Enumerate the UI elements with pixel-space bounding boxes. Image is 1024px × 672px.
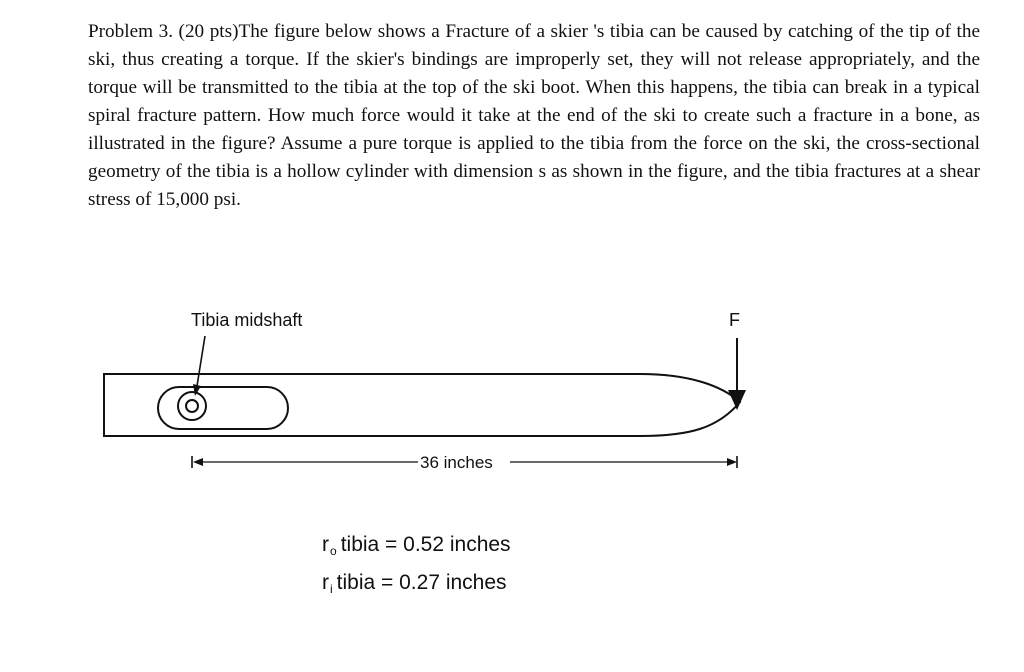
outer-radius-text: tibia = 0.52 inches	[340, 533, 511, 556]
force-arrowhead	[728, 390, 746, 410]
tibia-leader-line	[197, 336, 205, 386]
outer-radius-line	[322, 529, 511, 567]
outer-radius-symbol: r	[322, 533, 329, 556]
inner-radius-subscript: i	[330, 582, 333, 596]
outer-radius-subscript: o	[330, 544, 337, 558]
dimension-arrow-right	[727, 458, 737, 466]
ski-outline	[104, 374, 740, 436]
problem-statement: Problem 3. (20 pts)The figure below shows a Fracture of a skier 's tibia can be caused by catching of the tip of the ski, thus creating a torque. If the skier's bindings are improperly set, they will not release appropriately, and the torque will be transmitted to the tibia at the top of the ski boot. When this happens, the tibia can break in a typical spiral fracture pattern. How much force would it take at the end of the ski to create such a fracture in a bone, as illustrated in the figure? Assume a pure torque is applied to the tibia from the force on the ski, the cross-sectional geometry of the tibia is a hollow cylinder with dimension s as shown in the figure, and the tibia fractures at a shear stress of 15,000 psi.	[88, 21, 980, 210]
tibia-inner-circle	[186, 400, 198, 412]
dimension-label: 36 inches	[420, 453, 493, 472]
inner-radius-text: tibia = 0.27 inches	[336, 571, 507, 594]
inner-radius-line	[322, 567, 511, 605]
inner-radius-symbol: r	[322, 571, 329, 594]
force-label: F	[729, 310, 740, 330]
tibia-midshaft-label: Tibia midshaft	[191, 310, 303, 330]
tibia-radii	[322, 529, 511, 605]
tibia-outer-circle	[178, 392, 206, 420]
